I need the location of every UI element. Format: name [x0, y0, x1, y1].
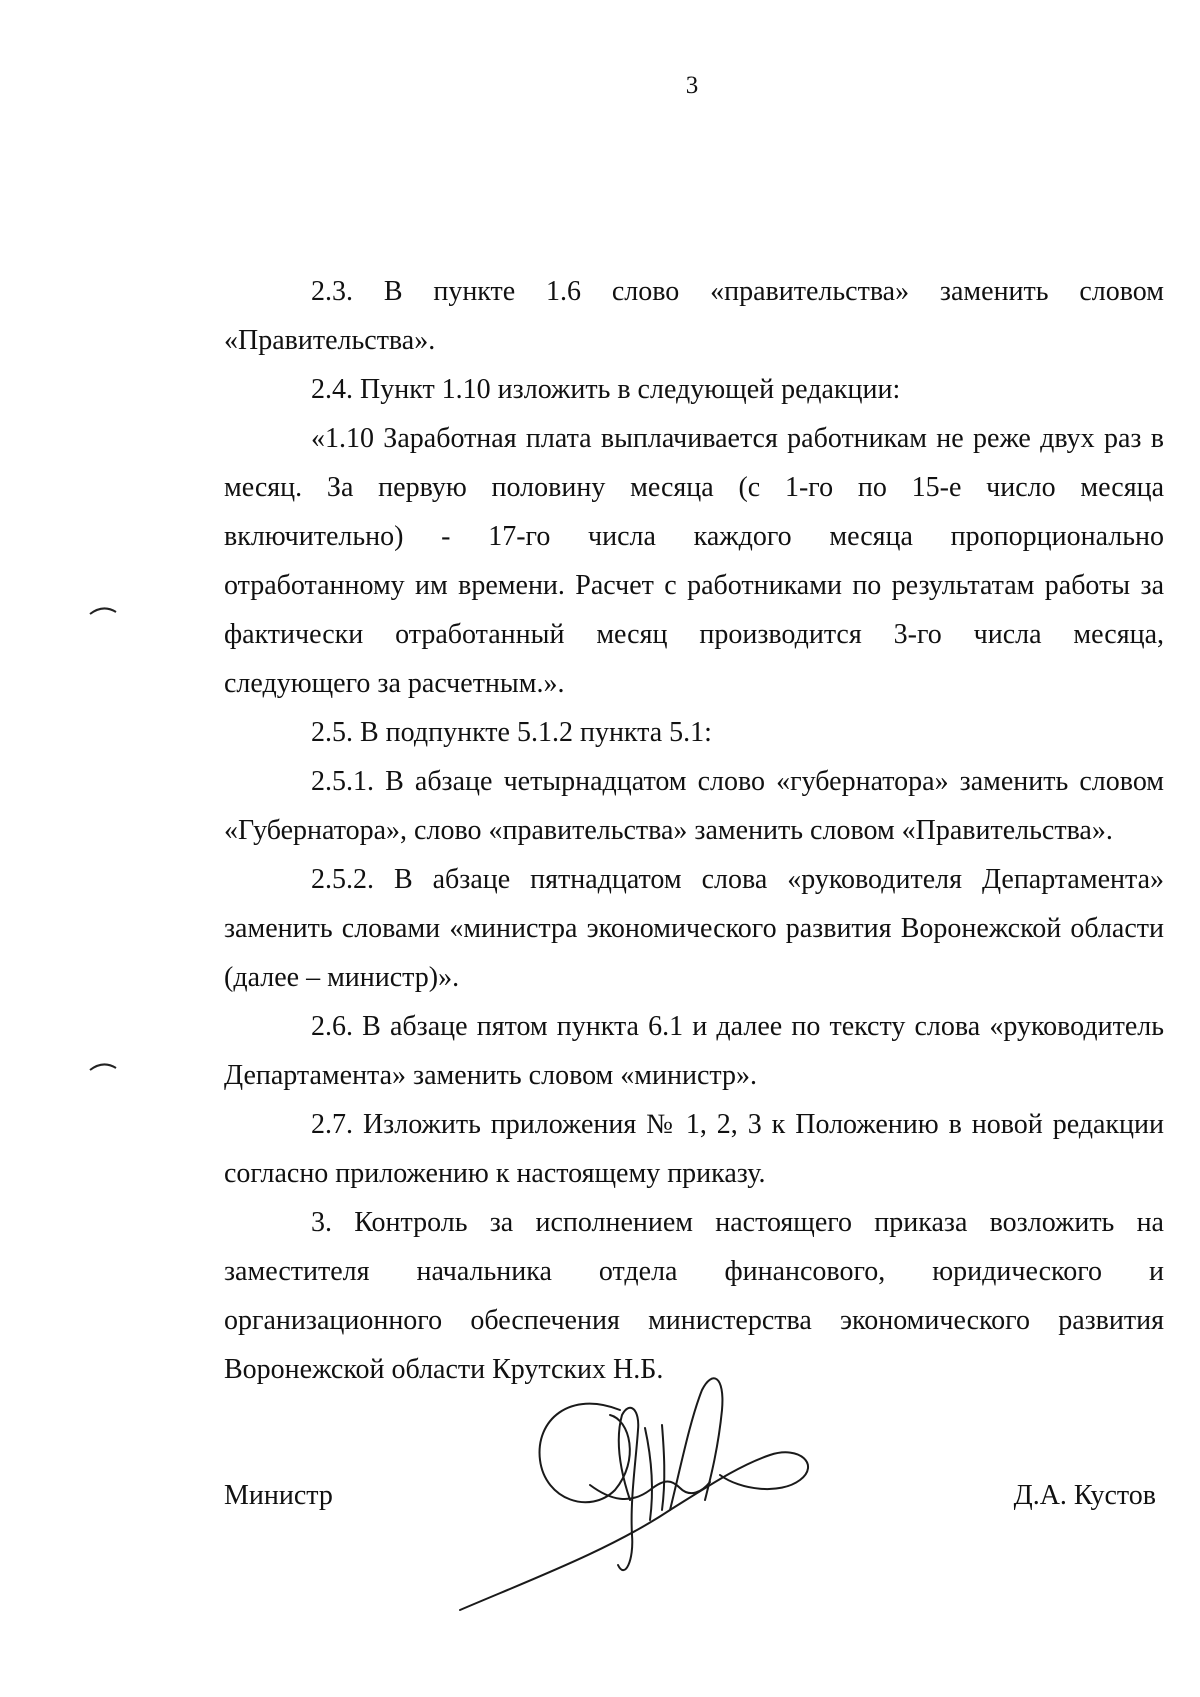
signatory-name: Д.А. Кустов — [1013, 1480, 1156, 1511]
margin-hole-mark — [88, 1060, 118, 1072]
signature-block — [0, 1480, 1200, 1520]
document-body — [224, 267, 1164, 1394]
paragraph-2-5-1: 2.5.1. В абзаце четырнадцатом слово «губернатора» заменить словом «Губернатора», слово «правительства» заменить словом «Правительства». — [224, 766, 1164, 846]
paragraph-3: 3. Контроль за исполнением настоящего приказа возложить на заместителя начальника отдела финансового, юридического и организационного обеспечения министерства экономического развития Воронежской области Крутских Н.Б. — [224, 1207, 1164, 1385]
paragraph-2-5-2: 2.5.2. В абзаце пятнадцатом слова «руководителя Департамента» заменить словами «министра экономического развития Воронежской области (далее – министр)». — [224, 864, 1164, 993]
margin-hole-mark — [88, 604, 118, 616]
paragraph-2-4: 2.4. Пункт 1.10 изложить в следующей редакции: — [311, 374, 901, 405]
paragraph-1-10-quote: «1.10 Заработная плата выплачивается работникам не реже двух раз в месяц. За первую половину месяца (с 1-го по 15-е число месяца включительно) - 17-го числа каждого месяца пропорционально отработанному им времени. Расчет с работниками по результатам работы за фактически отработанный месяц производится 3-го числа месяца, следующего за расчетным.». — [224, 423, 1164, 699]
page-number: 3 — [685, 72, 699, 99]
paragraph-2-3: 2.3. В пункте 1.6 слово «правительства» заменить словом «Правительства». — [224, 276, 1164, 356]
paragraph-2-7: 2.7. Изложить приложения № 1, 2, 3 к Положению в новой редакции согласно приложению к настоящему приказу. — [224, 1109, 1164, 1189]
paragraph-2-6: 2.6. В абзаце пятом пункта 6.1 и далее по тексту слова «руководитель Департамента» заменить словом «министр». — [224, 1011, 1164, 1091]
signatory-title: Министр — [224, 1480, 333, 1511]
paragraph-2-5: 2.5. В подпункте 5.1.2 пункта 5.1: — [311, 717, 712, 748]
